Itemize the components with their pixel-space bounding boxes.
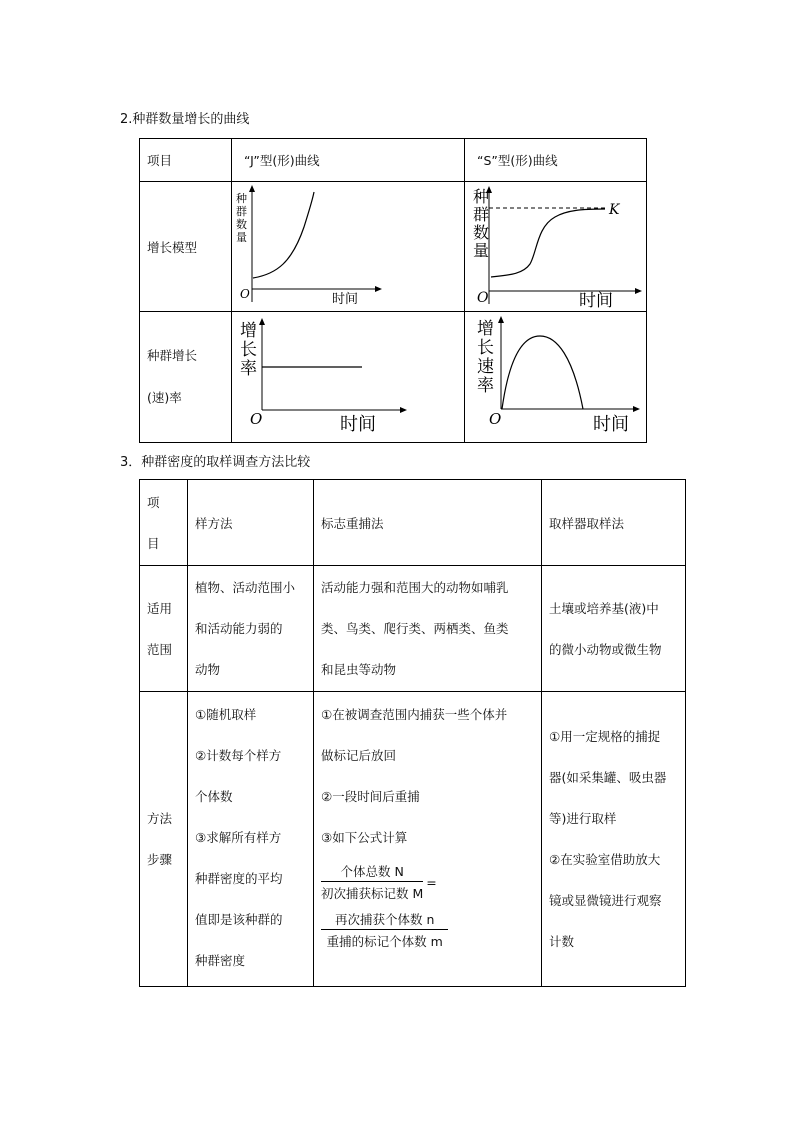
steps-mark-line1: ①在被调查范围内捕获一些个体并 <box>321 707 508 722</box>
graph-cell-j-rate <box>232 312 465 443</box>
formula-right-numerator: 再次捕获个体数 n <box>321 910 448 930</box>
s-model-ylabel-2: 群 <box>473 205 490 224</box>
steps-label <box>140 692 188 987</box>
scope-sampler <box>542 566 686 692</box>
scope-mark-line3: 和昆虫等动物 <box>321 662 397 677</box>
row-label-growth-model: 增长模型 <box>140 182 232 312</box>
header-item-line2: 目 <box>147 535 160 551</box>
steps-sampler-line3: 等)进行取样 <box>549 811 617 826</box>
section-2-heading: 2.种群数量增长的曲线 <box>120 112 250 127</box>
j-rate-ylabel-1: 增 <box>240 321 257 341</box>
steps-quadrat-line1: ①随机取样 <box>195 707 257 722</box>
steps-quadrat-line2: ②计数每个样方 <box>195 748 282 763</box>
s-model-ylabel-3: 数 <box>473 223 490 242</box>
header-quadrat: 样方法 <box>188 480 314 566</box>
scope-label-line1: 适用 <box>147 600 173 616</box>
row-label-growth-rate <box>140 312 232 443</box>
j-model-origin: O <box>240 287 250 301</box>
steps-quadrat-line6: 值即是该种群的 <box>195 912 283 927</box>
scope-label <box>140 566 188 692</box>
formula <box>321 862 534 950</box>
row-label-growth-rate-line1: 种群增长 <box>147 348 198 363</box>
s-rate-ylabel-3: 速 <box>477 357 494 377</box>
steps-sampler-line2: 器(如采集罐、吸虫器 <box>549 770 667 785</box>
table-row <box>140 139 647 182</box>
steps-label-line1: 方法 <box>147 811 173 826</box>
header-sampler: 取样器取样法 <box>542 480 686 566</box>
j-curve-rate-graph <box>232 312 465 439</box>
sampling-method-table <box>139 479 686 987</box>
table-row <box>140 480 686 566</box>
s-model-ylabel-1: 种 <box>473 187 490 206</box>
j-model-ylabel-2: 群 <box>236 205 247 218</box>
j-rate-ylabel-3: 率 <box>240 359 257 379</box>
header-j-curve: “J”型(形)曲线 <box>232 139 465 182</box>
section-3-heading: 3．种群密度的取样调查方法比较 <box>120 455 311 470</box>
formula-equals: = <box>426 874 437 890</box>
header-mark-recapture: 标志重捕法 <box>314 480 542 566</box>
s-rate-ylabel-2: 长 <box>477 338 494 358</box>
s-model-ylabel-4: 量 <box>473 241 490 260</box>
steps-mark-line3: ②一段时间后重捕 <box>321 789 420 804</box>
steps-sampler-line5: 镜或显微镜进行观察 <box>549 893 662 908</box>
scope-mark-line1: 活动能力强和范围大的动物如哺乳 <box>321 580 509 595</box>
j-rate-ylabel-2: 长 <box>240 340 257 360</box>
steps-mark-line4: ③如下公式计算 <box>321 830 408 845</box>
steps-quadrat-line5: 种群密度的平均 <box>195 871 283 886</box>
s-curve-model-graph <box>465 182 647 308</box>
scope-sampler-line1: 土壤或培养基(液)中 <box>549 600 659 616</box>
formula-right-fraction <box>321 910 448 950</box>
table-row <box>140 312 647 443</box>
graph-cell-j-model <box>232 182 465 312</box>
s-model-k-label: K <box>609 202 620 218</box>
steps-sampler-line1: ①用一定规格的捕捉 <box>549 729 661 744</box>
s-rate-xlabel: 时间 <box>593 414 629 435</box>
steps-quadrat-line3: 个体数 <box>195 789 233 804</box>
formula-right-denominator: 重捕的标记个体数 m <box>326 934 443 949</box>
steps-quadrat-line4: ③求解所有样方 <box>195 830 282 845</box>
row-label-growth-rate-line2: (速)率 <box>147 390 182 405</box>
s-curve-rate-graph <box>465 312 647 439</box>
steps-sampler-line6: 计数 <box>549 934 575 949</box>
scope-quadrat-line2: 和活动能力弱的 <box>195 621 283 636</box>
s-rate-ylabel-1: 增 <box>477 319 494 339</box>
s-rate-ylabel-4: 率 <box>477 376 494 396</box>
j-model-xlabel: 时间 <box>332 292 359 307</box>
scope-label-line2: 范围 <box>147 641 173 657</box>
graph-cell-s-rate <box>465 312 647 443</box>
scope-mark-recapture <box>314 566 542 692</box>
s-model-origin: O <box>477 290 489 306</box>
table-row <box>140 692 686 987</box>
steps-mark-line2: 做标记后放回 <box>321 748 397 763</box>
scope-quadrat-line3: 动物 <box>195 662 221 677</box>
header-item <box>140 480 188 566</box>
steps-quadrat <box>188 692 314 987</box>
header-s-curve: “S”型(形)曲线 <box>465 139 647 182</box>
table-row <box>140 566 686 692</box>
header-item-line1: 项 <box>147 494 160 510</box>
j-rate-xlabel: 时间 <box>340 414 376 435</box>
formula-left-denominator: 初次捕获标记数 M <box>321 886 424 901</box>
formula-left-fraction <box>321 862 423 902</box>
scope-mark-line2: 类、鸟类、爬行类、两栖类、鱼类 <box>321 621 509 636</box>
j-model-ylabel-3: 数 <box>236 218 247 231</box>
scope-quadrat <box>188 566 314 692</box>
j-model-ylabel-1: 种 <box>236 192 247 205</box>
steps-quadrat-line7: 种群密度 <box>195 953 246 968</box>
steps-sampler <box>542 692 686 987</box>
j-rate-origin: O <box>250 410 263 428</box>
steps-mark-recapture <box>314 692 542 987</box>
graph-cell-s-model <box>465 182 647 312</box>
header-item: 项目 <box>140 139 232 182</box>
s-rate-origin: O <box>489 410 502 428</box>
steps-label-line2: 步骤 <box>147 852 173 867</box>
growth-curve-table <box>139 138 647 443</box>
s-model-xlabel: 时间 <box>579 291 613 308</box>
j-model-ylabel-4: 量 <box>236 231 247 244</box>
j-curve-model-graph <box>232 182 465 308</box>
scope-quadrat-line1: 植物、活动范围小 <box>195 580 296 595</box>
scope-sampler-line2: 的微小动物或微生物 <box>549 641 662 657</box>
steps-sampler-line4: ②在实验室借助放大 <box>549 852 661 867</box>
table-row <box>140 182 647 312</box>
formula-left-numerator: 个体总数 N <box>321 862 423 882</box>
